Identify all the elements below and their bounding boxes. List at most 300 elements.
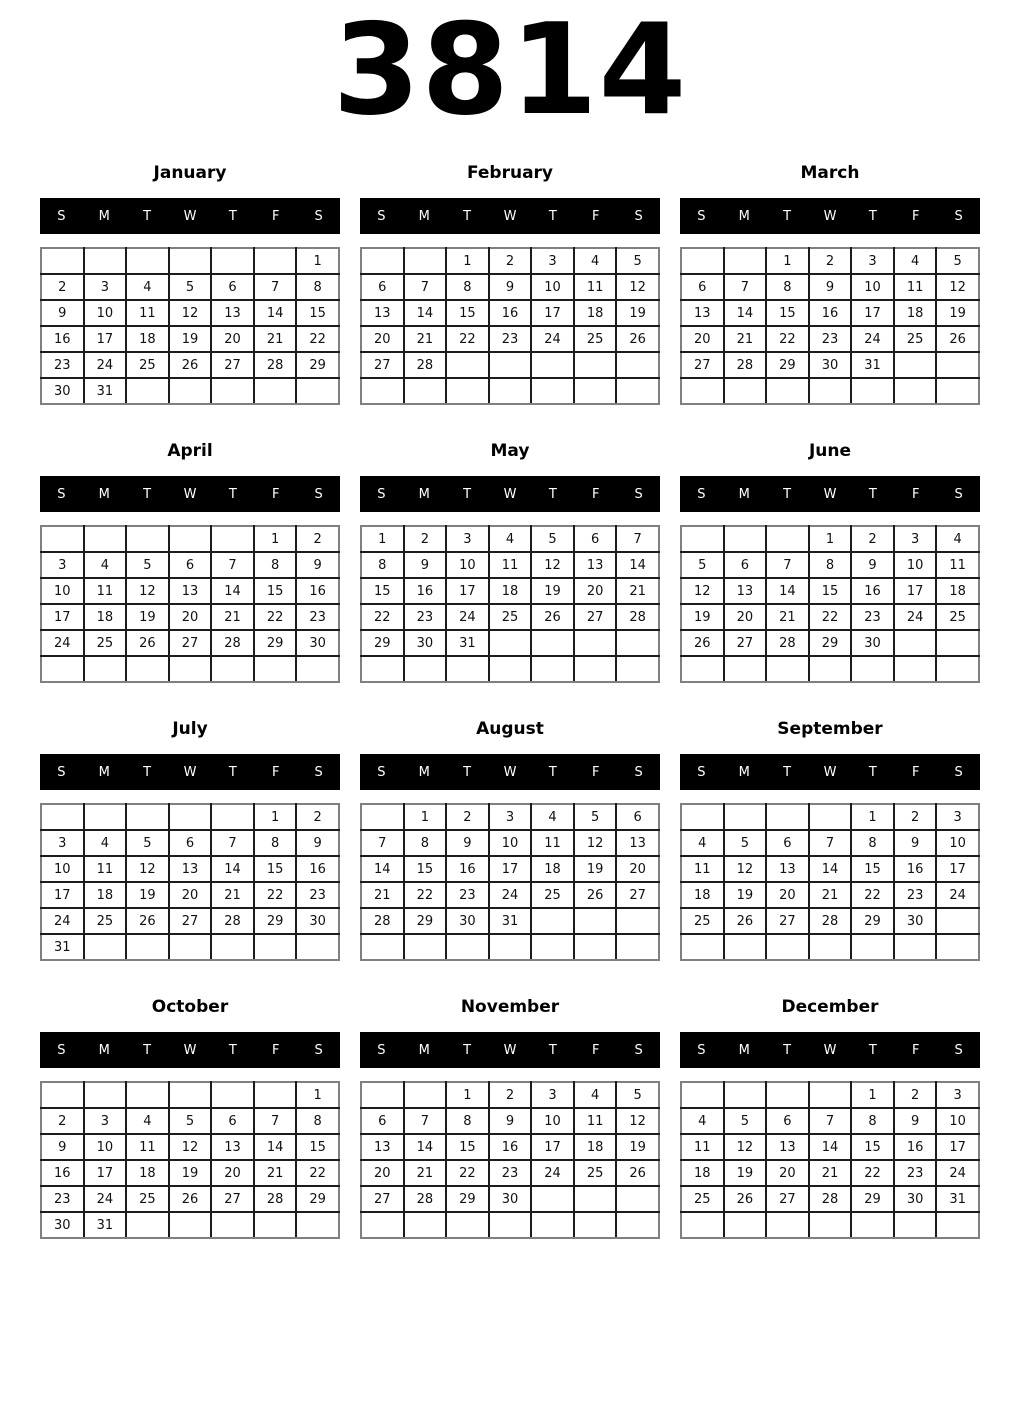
week-row xyxy=(41,934,339,960)
weekday-header-cell: T xyxy=(783,764,792,780)
day-cell: 8 xyxy=(809,552,852,578)
weekday-header-cell: W xyxy=(183,1042,197,1058)
empty-day-cell xyxy=(404,1082,447,1108)
empty-day-cell xyxy=(616,1212,659,1238)
day-cell: 4 xyxy=(894,248,937,274)
empty-day-cell xyxy=(296,934,339,960)
day-cell: 19 xyxy=(724,1160,767,1186)
month-days-table xyxy=(360,525,660,683)
day-cell: 28 xyxy=(616,604,659,630)
empty-day-cell xyxy=(936,630,979,656)
weekday-header-cell: F xyxy=(591,486,600,502)
empty-day-cell xyxy=(851,656,894,682)
empty-day-cell xyxy=(894,656,937,682)
day-cell: 12 xyxy=(169,1134,212,1160)
day-cell: 29 xyxy=(254,908,297,934)
week-row xyxy=(361,804,659,830)
empty-day-cell xyxy=(681,656,724,682)
day-cell: 23 xyxy=(41,1186,84,1212)
day-cell: 9 xyxy=(41,300,84,326)
day-cell: 11 xyxy=(126,300,169,326)
day-cell: 19 xyxy=(724,882,767,908)
day-cell: 16 xyxy=(809,300,852,326)
day-cell: 27 xyxy=(724,630,767,656)
day-cell: 14 xyxy=(766,578,809,604)
day-cell: 27 xyxy=(616,882,659,908)
weekday-header-cell: T xyxy=(548,1042,557,1058)
day-cell: 23 xyxy=(404,604,447,630)
weekday-header-cell: F xyxy=(271,1042,280,1058)
day-cell: 25 xyxy=(936,604,979,630)
month-block-june xyxy=(680,426,980,704)
day-cell: 16 xyxy=(296,578,339,604)
empty-day-cell xyxy=(616,630,659,656)
day-cell: 9 xyxy=(296,830,339,856)
empty-day-cell xyxy=(254,1082,297,1108)
day-cell: 31 xyxy=(851,352,894,378)
day-cell: 17 xyxy=(936,856,979,882)
month-block-march xyxy=(680,148,980,426)
day-cell: 1 xyxy=(254,804,297,830)
day-cell: 7 xyxy=(809,830,852,856)
day-cell: 17 xyxy=(531,300,574,326)
weekday-header-cell: S xyxy=(57,208,66,224)
empty-day-cell xyxy=(169,248,212,274)
week-row xyxy=(41,1082,339,1108)
day-cell: 18 xyxy=(489,578,532,604)
day-cell: 15 xyxy=(361,578,404,604)
weekday-header-cell: S xyxy=(314,1042,323,1058)
week-row xyxy=(361,630,659,656)
day-cell: 20 xyxy=(169,882,212,908)
month-block-july xyxy=(40,704,340,982)
day-cell: 1 xyxy=(809,526,852,552)
day-cell: 14 xyxy=(211,856,254,882)
day-cell: 14 xyxy=(254,300,297,326)
day-cell: 8 xyxy=(404,830,447,856)
day-cell: 22 xyxy=(361,604,404,630)
day-cell: 6 xyxy=(211,274,254,300)
weekday-header-cell: S xyxy=(954,764,963,780)
weekday-header-cell: F xyxy=(911,1042,920,1058)
day-cell: 21 xyxy=(254,1160,297,1186)
day-cell: 18 xyxy=(574,1134,617,1160)
weekday-header-cell: S xyxy=(57,486,66,502)
week-row xyxy=(681,552,979,578)
day-cell: 8 xyxy=(851,830,894,856)
empty-day-cell xyxy=(851,378,894,404)
day-cell: 11 xyxy=(531,830,574,856)
empty-day-cell xyxy=(254,248,297,274)
month-title: October xyxy=(151,997,229,1017)
week-row xyxy=(41,604,339,630)
day-cell: 13 xyxy=(169,856,212,882)
day-cell: 25 xyxy=(84,908,127,934)
empty-day-cell xyxy=(489,934,532,960)
day-cell: 10 xyxy=(84,1134,127,1160)
day-cell: 3 xyxy=(84,1108,127,1134)
day-cell: 24 xyxy=(936,882,979,908)
weekday-header-cell: T xyxy=(463,764,472,780)
day-cell: 5 xyxy=(616,248,659,274)
empty-day-cell xyxy=(211,378,254,404)
week-row xyxy=(41,856,339,882)
empty-day-cell xyxy=(851,1212,894,1238)
month-block-november xyxy=(360,982,660,1260)
day-cell: 3 xyxy=(41,830,84,856)
day-cell: 7 xyxy=(211,552,254,578)
day-cell: 3 xyxy=(936,804,979,830)
day-cell: 6 xyxy=(681,274,724,300)
weekday-header-cell: W xyxy=(823,1042,837,1058)
day-cell: 25 xyxy=(574,1160,617,1186)
day-cell: 15 xyxy=(254,856,297,882)
empty-day-cell xyxy=(894,378,937,404)
weekday-header-cell: S xyxy=(314,486,323,502)
day-cell: 20 xyxy=(724,604,767,630)
day-cell: 20 xyxy=(681,326,724,352)
weekday-header-cell: T xyxy=(228,764,237,780)
week-row xyxy=(681,804,979,830)
empty-day-cell xyxy=(41,1082,84,1108)
empty-day-cell xyxy=(531,1186,574,1212)
week-row xyxy=(41,1134,339,1160)
day-cell: 2 xyxy=(296,804,339,830)
day-cell: 19 xyxy=(681,604,724,630)
day-cell: 9 xyxy=(296,552,339,578)
week-row xyxy=(41,1160,339,1186)
month-days-table xyxy=(40,247,340,405)
week-row xyxy=(41,1108,339,1134)
empty-day-cell xyxy=(809,934,852,960)
weekday-header-bar xyxy=(40,476,340,512)
weekday-header-cell: S xyxy=(697,486,706,502)
weekday-header-bar xyxy=(680,476,980,512)
weekday-header-cell: W xyxy=(503,1042,517,1058)
day-cell: 11 xyxy=(126,1134,169,1160)
day-cell: 21 xyxy=(809,882,852,908)
empty-day-cell xyxy=(169,804,212,830)
day-cell: 7 xyxy=(766,552,809,578)
week-row xyxy=(361,1212,659,1238)
weekday-header-cell: W xyxy=(823,208,837,224)
day-cell: 3 xyxy=(531,248,574,274)
day-cell: 25 xyxy=(489,604,532,630)
weekday-header-bar xyxy=(40,754,340,790)
week-row xyxy=(681,1160,979,1186)
weekday-header-cell: T xyxy=(868,486,877,502)
week-row xyxy=(41,656,339,682)
day-cell: 20 xyxy=(574,578,617,604)
week-row xyxy=(681,1134,979,1160)
weekday-header-cell: T xyxy=(868,1042,877,1058)
day-cell: 22 xyxy=(809,604,852,630)
empty-day-cell xyxy=(936,656,979,682)
empty-day-cell xyxy=(894,630,937,656)
day-cell: 4 xyxy=(126,1108,169,1134)
week-row xyxy=(681,1212,979,1238)
week-row xyxy=(361,352,659,378)
weekday-header-cell: W xyxy=(183,764,197,780)
day-cell: 6 xyxy=(361,1108,404,1134)
day-cell: 28 xyxy=(361,908,404,934)
day-cell: 31 xyxy=(936,1186,979,1212)
day-cell: 31 xyxy=(84,1212,127,1238)
day-cell: 1 xyxy=(361,526,404,552)
empty-day-cell xyxy=(211,526,254,552)
week-row xyxy=(681,274,979,300)
month-days-table xyxy=(40,803,340,961)
empty-day-cell xyxy=(766,804,809,830)
empty-day-cell xyxy=(126,1212,169,1238)
day-cell: 3 xyxy=(531,1082,574,1108)
day-cell: 11 xyxy=(894,274,937,300)
day-cell: 18 xyxy=(84,604,127,630)
day-cell: 16 xyxy=(41,326,84,352)
day-cell: 12 xyxy=(616,274,659,300)
week-row xyxy=(41,274,339,300)
weekday-header-cell: W xyxy=(503,764,517,780)
week-row xyxy=(361,248,659,274)
day-cell: 28 xyxy=(254,1186,297,1212)
month-title: July xyxy=(172,719,208,739)
week-row xyxy=(361,1134,659,1160)
day-cell: 21 xyxy=(361,882,404,908)
day-cell: 14 xyxy=(211,578,254,604)
day-cell: 31 xyxy=(489,908,532,934)
empty-day-cell xyxy=(361,656,404,682)
weekday-header-cell: S xyxy=(57,764,66,780)
weekday-header-cell: T xyxy=(228,1042,237,1058)
day-cell: 9 xyxy=(894,830,937,856)
empty-day-cell xyxy=(936,378,979,404)
weekday-header-bar xyxy=(360,1032,660,1068)
day-cell: 20 xyxy=(766,1160,809,1186)
day-cell: 2 xyxy=(851,526,894,552)
day-cell: 11 xyxy=(84,856,127,882)
day-cell: 27 xyxy=(361,352,404,378)
day-cell: 17 xyxy=(84,1160,127,1186)
day-cell: 22 xyxy=(254,882,297,908)
month-block-december xyxy=(680,982,980,1260)
empty-day-cell xyxy=(531,630,574,656)
empty-day-cell xyxy=(724,248,767,274)
empty-day-cell xyxy=(126,1082,169,1108)
day-cell: 23 xyxy=(41,352,84,378)
weekday-header-cell: S xyxy=(697,1042,706,1058)
empty-day-cell xyxy=(126,248,169,274)
day-cell: 23 xyxy=(446,882,489,908)
day-cell: 19 xyxy=(616,300,659,326)
weekday-header-cell: T xyxy=(868,208,877,224)
empty-day-cell xyxy=(724,1082,767,1108)
weekday-header-cell: M xyxy=(98,208,110,224)
day-cell: 5 xyxy=(616,1082,659,1108)
day-cell: 28 xyxy=(809,1186,852,1212)
empty-day-cell xyxy=(809,656,852,682)
empty-day-cell xyxy=(84,934,127,960)
empty-day-cell xyxy=(681,1212,724,1238)
week-row xyxy=(681,248,979,274)
weekday-header-cell: T xyxy=(143,486,152,502)
day-cell: 25 xyxy=(531,882,574,908)
weekday-header-cell: S xyxy=(697,764,706,780)
empty-day-cell xyxy=(404,1212,447,1238)
empty-day-cell xyxy=(126,526,169,552)
day-cell: 30 xyxy=(894,1186,937,1212)
week-row xyxy=(41,882,339,908)
month-days-table xyxy=(680,1081,980,1239)
day-cell: 24 xyxy=(84,1186,127,1212)
empty-day-cell xyxy=(724,378,767,404)
day-cell: 12 xyxy=(126,856,169,882)
week-row xyxy=(681,578,979,604)
day-cell: 6 xyxy=(169,830,212,856)
day-cell: 17 xyxy=(489,856,532,882)
week-row xyxy=(361,300,659,326)
day-cell: 9 xyxy=(404,552,447,578)
week-row xyxy=(41,630,339,656)
day-cell: 3 xyxy=(894,526,937,552)
day-cell: 25 xyxy=(894,326,937,352)
day-cell: 22 xyxy=(296,1160,339,1186)
week-row xyxy=(681,526,979,552)
weekday-header-cell: T xyxy=(548,208,557,224)
day-cell: 20 xyxy=(766,882,809,908)
empty-day-cell xyxy=(169,378,212,404)
weekday-header-cell: S xyxy=(954,486,963,502)
day-cell: 31 xyxy=(84,378,127,404)
month-title: November xyxy=(460,997,560,1017)
day-cell: 29 xyxy=(766,352,809,378)
day-cell: 15 xyxy=(254,578,297,604)
day-cell: 27 xyxy=(361,1186,404,1212)
day-cell: 17 xyxy=(936,1134,979,1160)
day-cell: 21 xyxy=(254,326,297,352)
day-cell: 26 xyxy=(574,882,617,908)
day-cell: 22 xyxy=(851,882,894,908)
weekday-header-cell: M xyxy=(738,1042,750,1058)
empty-day-cell xyxy=(254,656,297,682)
week-row xyxy=(681,1082,979,1108)
weekday-header-cell: S xyxy=(377,208,386,224)
empty-day-cell xyxy=(531,656,574,682)
empty-day-cell xyxy=(126,656,169,682)
week-row xyxy=(681,908,979,934)
empty-day-cell xyxy=(211,248,254,274)
day-cell: 24 xyxy=(446,604,489,630)
month-title: May xyxy=(490,441,530,461)
day-cell: 16 xyxy=(41,1160,84,1186)
day-cell: 29 xyxy=(296,352,339,378)
empty-day-cell xyxy=(84,656,127,682)
day-cell: 21 xyxy=(211,604,254,630)
day-cell: 28 xyxy=(404,352,447,378)
weekday-header-bar xyxy=(360,476,660,512)
day-cell: 5 xyxy=(936,248,979,274)
month-days-table xyxy=(680,803,980,961)
weekday-header-cell: S xyxy=(634,1042,643,1058)
week-row xyxy=(361,882,659,908)
empty-day-cell xyxy=(489,630,532,656)
day-cell: 24 xyxy=(41,630,84,656)
weekday-header-cell: F xyxy=(271,486,280,502)
empty-day-cell xyxy=(446,656,489,682)
day-cell: 4 xyxy=(84,552,127,578)
day-cell: 18 xyxy=(531,856,574,882)
day-cell: 20 xyxy=(169,604,212,630)
day-cell: 21 xyxy=(809,1160,852,1186)
empty-day-cell xyxy=(766,656,809,682)
day-cell: 18 xyxy=(894,300,937,326)
week-row xyxy=(41,378,339,404)
empty-day-cell xyxy=(211,934,254,960)
day-cell: 4 xyxy=(681,1108,724,1134)
empty-day-cell xyxy=(211,656,254,682)
empty-day-cell xyxy=(211,1212,254,1238)
week-row xyxy=(361,934,659,960)
day-cell: 27 xyxy=(766,908,809,934)
day-cell: 2 xyxy=(296,526,339,552)
weekday-header-cell: T xyxy=(783,208,792,224)
empty-day-cell xyxy=(936,908,979,934)
day-cell: 10 xyxy=(936,830,979,856)
day-cell: 23 xyxy=(296,604,339,630)
day-cell: 2 xyxy=(41,1108,84,1134)
day-cell: 25 xyxy=(126,352,169,378)
day-cell: 23 xyxy=(851,604,894,630)
day-cell: 9 xyxy=(489,1108,532,1134)
empty-day-cell xyxy=(489,1212,532,1238)
month-days-table xyxy=(40,525,340,683)
day-cell: 12 xyxy=(169,300,212,326)
weekday-header-bar xyxy=(360,754,660,790)
empty-day-cell xyxy=(809,1212,852,1238)
weekday-header-cell: W xyxy=(823,764,837,780)
day-cell: 14 xyxy=(404,1134,447,1160)
week-row xyxy=(361,1108,659,1134)
day-cell: 14 xyxy=(404,300,447,326)
day-cell: 11 xyxy=(681,1134,724,1160)
day-cell: 13 xyxy=(766,856,809,882)
empty-day-cell xyxy=(766,378,809,404)
weekday-header-cell: W xyxy=(823,486,837,502)
weekday-header-cell: F xyxy=(271,208,280,224)
weekday-header-cell: S xyxy=(377,764,386,780)
month-title: January xyxy=(153,163,227,183)
week-row xyxy=(41,830,339,856)
empty-day-cell xyxy=(724,1212,767,1238)
day-cell: 6 xyxy=(211,1108,254,1134)
day-cell: 30 xyxy=(446,908,489,934)
weekday-header-cell: W xyxy=(183,486,197,502)
day-cell: 24 xyxy=(531,326,574,352)
day-cell: 9 xyxy=(809,274,852,300)
day-cell: 4 xyxy=(84,830,127,856)
day-cell: 30 xyxy=(404,630,447,656)
day-cell: 15 xyxy=(446,300,489,326)
month-days-table xyxy=(360,803,660,961)
day-cell: 16 xyxy=(894,856,937,882)
weekday-header-cell: M xyxy=(738,486,750,502)
month-days-table xyxy=(360,1081,660,1239)
empty-day-cell xyxy=(361,804,404,830)
weekday-header-cell: S xyxy=(634,486,643,502)
empty-day-cell xyxy=(681,248,724,274)
week-row xyxy=(681,656,979,682)
weekday-header-cell: S xyxy=(634,764,643,780)
day-cell: 17 xyxy=(894,578,937,604)
